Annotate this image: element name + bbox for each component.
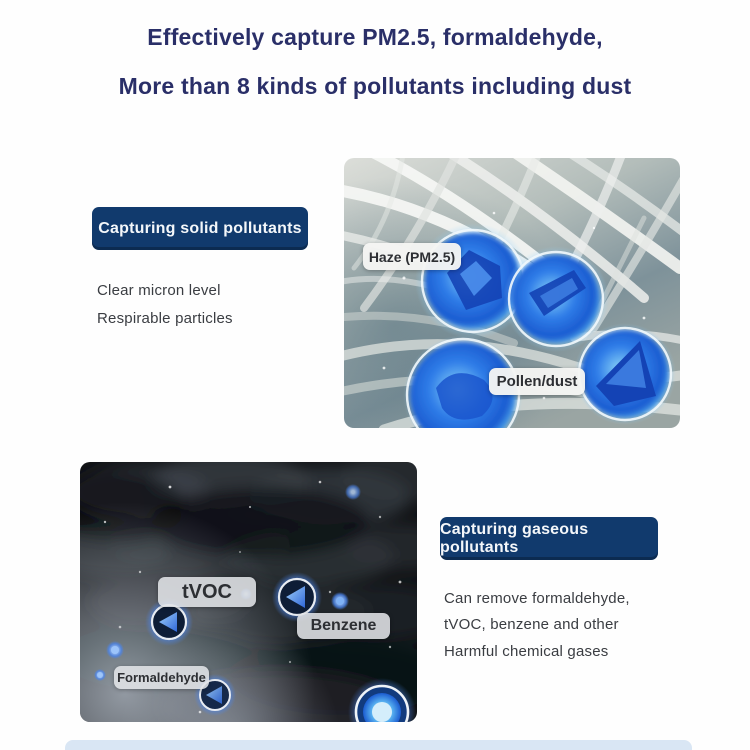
solid-desc-line-2: Respirable particles — [97, 310, 233, 327]
particle-dust-1 — [574, 323, 676, 425]
solid-pollutants-badge: Capturing solid pollutants — [92, 207, 308, 250]
solid-desc-line-1: Clear micron level — [97, 282, 221, 299]
gaseous-pollutants-badge: Capturing gaseous pollutants — [440, 517, 658, 560]
gas-desc-line-1: Can remove formaldehyde, — [444, 590, 630, 607]
gas-desc-line-2: tVOC, benzene and other — [444, 616, 619, 633]
headline-line-2: More than 8 kinds of pollutants including dust — [118, 73, 632, 99]
formaldehyde-label: Formaldehyde — [114, 666, 209, 689]
benzene-label: Benzene — [297, 613, 390, 639]
gaseous-pollutants-photo — [80, 462, 417, 722]
haze-label: Haze (PM2.5) — [363, 243, 461, 270]
headline-line-1: Effectively capture PM2.5, formaldehyde, — [147, 24, 603, 50]
tvoc-label: tVOC — [158, 577, 256, 607]
pollen-dust-label: Pollen/dust — [489, 368, 585, 395]
next-section-edge — [65, 740, 692, 750]
gas-desc-line-3: Harmful chemical gases — [444, 643, 609, 660]
solid-pollutants-photo — [344, 158, 680, 428]
